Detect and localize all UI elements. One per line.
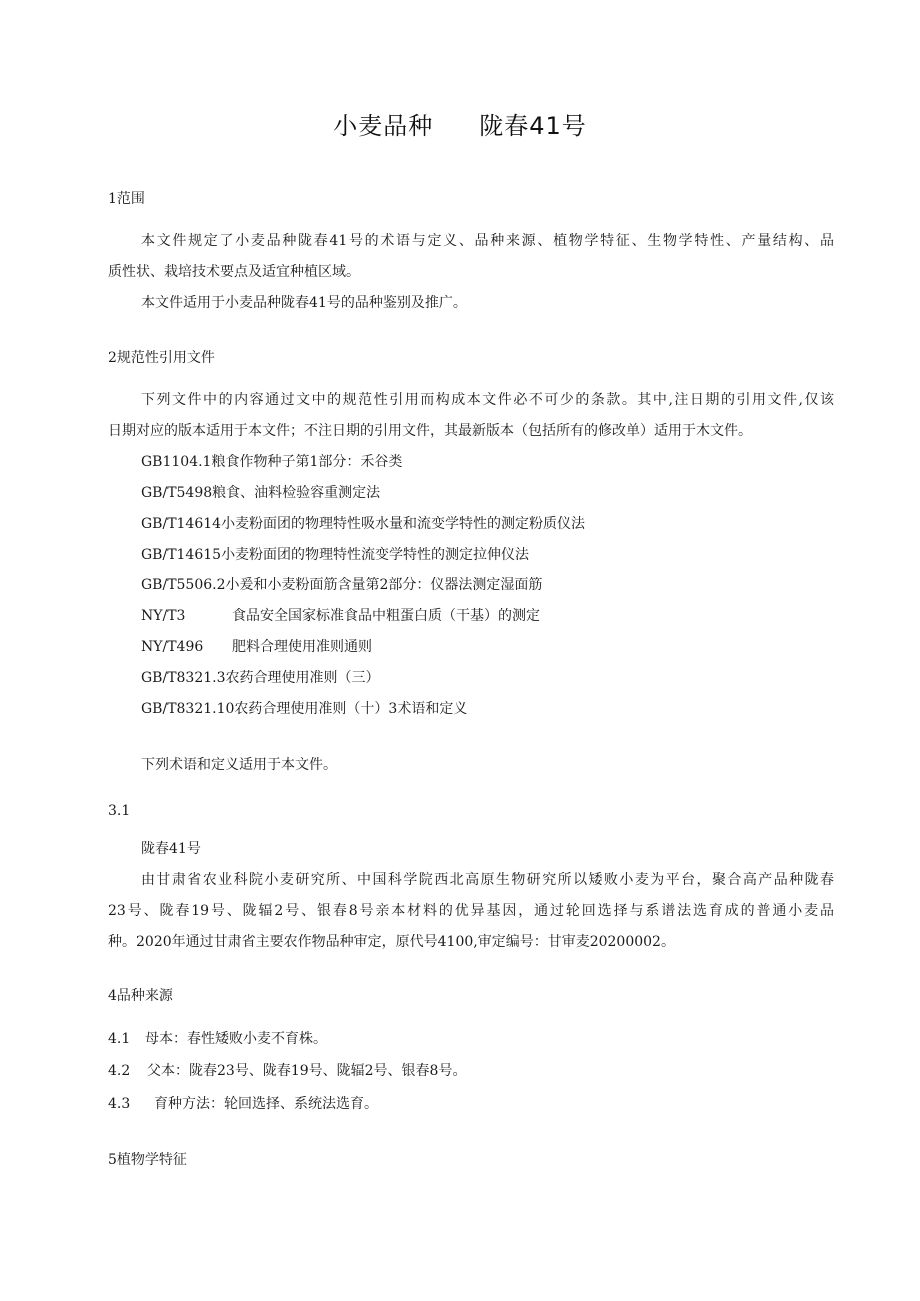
reference-code: NY/T3	[141, 608, 186, 624]
section-4-heading: 4品种来源	[108, 988, 173, 1004]
section-5-heading: 5植物学特征	[108, 1152, 187, 1168]
reference-item	[141, 637, 372, 657]
term-definition-line: 由甘肃省农业科院小麦研究所、中国科学院西北高原生物研究所以矮败小麦为平台，聚合高产品种陇春	[141, 872, 834, 888]
title-crop: 小麦品种	[333, 112, 434, 140]
reference-item: GB/T14615小麦粉面团的物理特性流变学特性的测定拉伸仪法	[141, 547, 530, 563]
document-title	[0, 106, 920, 141]
term-definition-line: 23号、陇春19号、陇辐2号、银春8号亲本材料的优异基因，通过轮回选择与系谱法选育成的普通小麦品	[108, 903, 834, 919]
source-item-text: 父本：陇春23号、陇春19号、陇辐2号、银春8号。	[147, 1063, 467, 1079]
source-item-number: 4.3	[108, 1096, 131, 1112]
term-definition-line: 种。2020年通过甘肃省主要农作物品种审定，原代号4100,审定编号：甘审麦20200002。	[108, 934, 675, 950]
term-number: 3.1	[108, 803, 131, 819]
reference-item: GB1104.1粮食作物种子第1部分：禾谷类	[141, 454, 403, 470]
title-variety: 陇春41号	[479, 112, 587, 140]
section-1-paragraph-line: 本文件规定了小麦品种陇春41号的术语与定义、品种来源、植物学特征、生物学特性、产量结构、品	[141, 233, 834, 249]
source-item	[108, 1061, 466, 1081]
reference-title: 食品安全国家标准食品中粗蛋白质（干基）的测定	[232, 608, 540, 624]
source-item-text: 母本：春性矮败小麦不育株。	[145, 1031, 327, 1047]
term-name: 陇春41号	[141, 841, 201, 857]
reference-item: GB/T8321.10农药合理使用准则（十）3术语和定义	[141, 701, 468, 717]
section-2-heading: 2规范性引用文件	[108, 350, 215, 366]
source-item-text: 育种方法：轮回选择、系统法选育。	[154, 1096, 378, 1112]
reference-item: GB/T5498粮食、油料检验容重测定法	[141, 485, 381, 501]
section-1-paragraph: 本文件适用于小麦品种陇春41号的品种鉴别及推广。	[141, 295, 467, 311]
section-1-heading: 1范围	[108, 191, 145, 207]
reference-item	[141, 606, 540, 626]
section-3-intro: 下列术语和定义适用于本文件。	[141, 757, 337, 773]
section-1-paragraph-line: 质性状、栽培技术要点及适宜种植区域。	[108, 264, 360, 280]
reference-item: GB/T8321.3农药合理使用准则（三）	[141, 670, 380, 686]
reference-code: NY/T496	[141, 639, 204, 655]
section-2-paragraph-line: 下列文件中的内容通过文中的规范性引用而构成本文件必不可少的条款。其中,注日期的引用文件,仅该	[141, 392, 834, 408]
reference-item: GB/T5506.2小爰和小麦粉面筋含量第2部分：仪器法测定湿面筋	[141, 577, 543, 593]
reference-title: 肥料合理使用准则通则	[232, 639, 372, 655]
source-item-number: 4.2	[108, 1063, 131, 1079]
source-item-number: 4.1	[108, 1031, 131, 1047]
source-item	[108, 1029, 327, 1049]
section-2-paragraph-line: 日期对应的版本适用于本文件；不注日期的引用文件，其最新版本（包括所有的修改单）适用于木文件。	[108, 423, 752, 439]
reference-item: GB/T14614小麦粉面团的物理特性吸水量和流变学特性的测定粉质仪法	[141, 516, 586, 532]
source-item	[108, 1094, 378, 1114]
